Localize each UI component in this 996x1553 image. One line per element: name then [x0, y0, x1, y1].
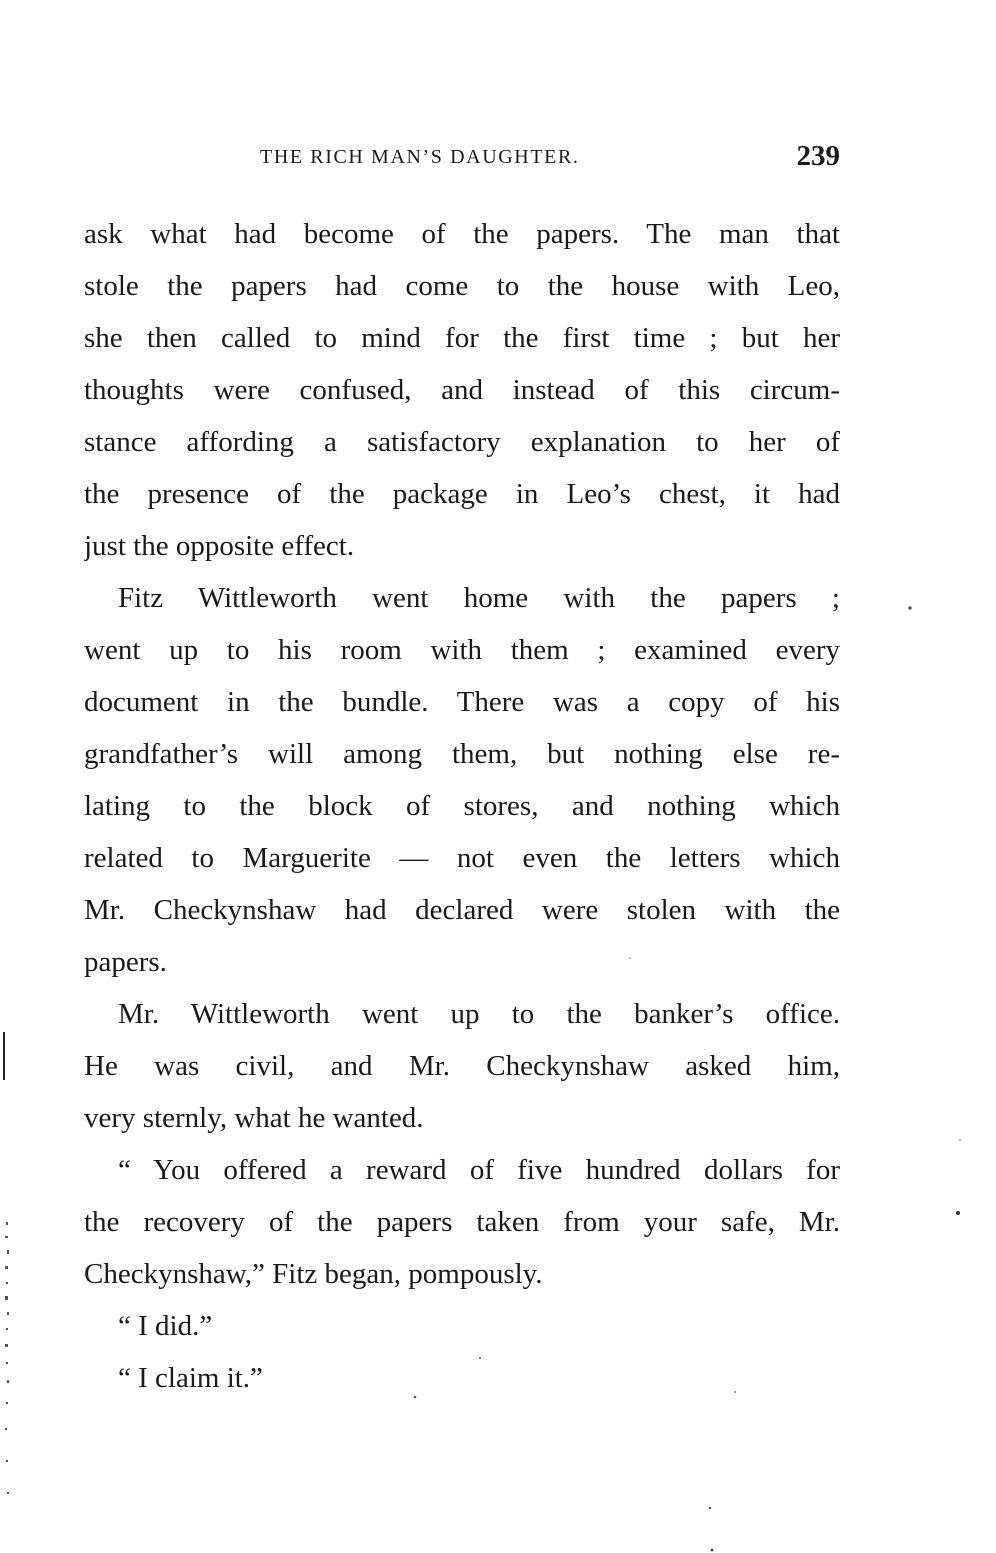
text-line: “ I did.” — [118, 1310, 213, 1342]
text-line: she then called to mind for the first time ; but her — [84, 322, 840, 354]
text-line: very sternly, what he wanted. — [84, 1102, 424, 1134]
text-line: related to Marguerite — not even the letters which — [84, 842, 840, 874]
body-text — [84, 208, 840, 1404]
running-head — [84, 140, 840, 176]
text-line: “ I claim it.” — [118, 1362, 263, 1394]
speck — [711, 1549, 714, 1552]
text-line: stance affording a satisfactory explanation to her of — [84, 426, 840, 458]
text-line: stole the papers had come to the house with Leo, — [84, 270, 840, 302]
text-line: “ You offered a reward of five hundred dollars for — [118, 1154, 840, 1186]
speck — [959, 1139, 961, 1141]
speck — [709, 1507, 711, 1509]
text-line: the presence of the package in Leo’s chest, it had — [84, 478, 840, 510]
text-line: Fitz Wittleworth went home with the papers ; — [118, 582, 840, 614]
page-number: 239 — [796, 140, 840, 172]
scan-edge-noise — [0, 1030, 14, 1530]
text-line: went up to his room with them ; examined every — [84, 634, 840, 666]
text-line: thoughts were confused, and instead of this circum- — [84, 374, 840, 406]
text-line: papers. — [84, 946, 167, 978]
speck — [908, 606, 911, 609]
text-line: the recovery of the papers taken from your safe, Mr. — [84, 1206, 840, 1238]
text-line: Mr. Wittleworth went up to the banker’s office. — [118, 998, 840, 1030]
text-line: grandfather’s will among them, but nothing else re- — [84, 738, 840, 770]
text-line: ask what had become of the papers. The man that — [84, 218, 840, 250]
speck — [956, 1211, 960, 1215]
text-line: lating to the block of stores, and nothing which — [84, 790, 840, 822]
text-line: He was civil, and Mr. Checkynshaw asked him, — [84, 1050, 840, 1082]
text-line: Mr. Checkynshaw had declared were stolen with the — [84, 894, 840, 926]
text-line: Checkynshaw,” Fitz began, pompously. — [84, 1258, 543, 1290]
text-line: just the opposite effect. — [84, 530, 355, 562]
running-title: THE RICH MAN’S DAUGHTER. — [260, 146, 580, 168]
text-line: document in the bundle. There was a copy of his — [84, 686, 840, 718]
